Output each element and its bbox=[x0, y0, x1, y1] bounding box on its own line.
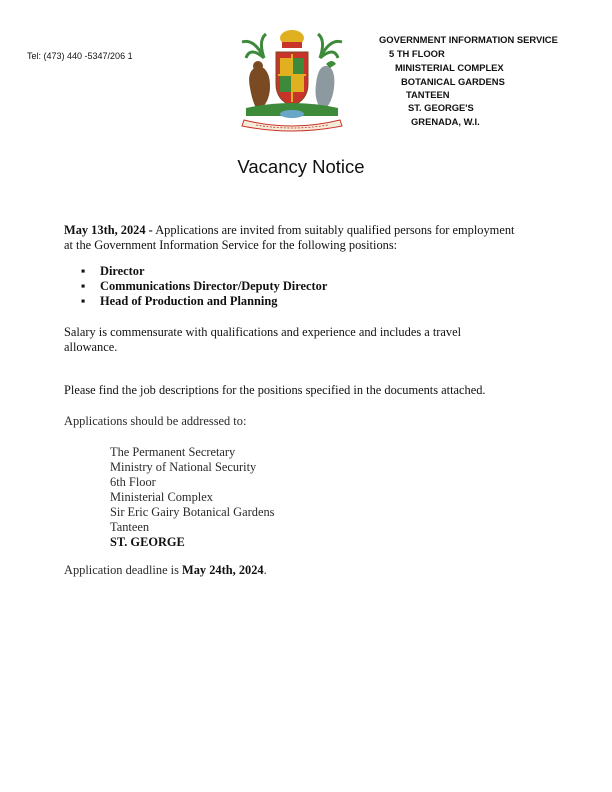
positions-list bbox=[64, 264, 327, 309]
salary-line2: allowance. bbox=[64, 340, 118, 354]
applications-to-text: Applications should be addressed to: bbox=[64, 414, 247, 428]
address-line-city: ST. GEORGE'S bbox=[408, 102, 474, 113]
address-block-line: Ministry of National Security bbox=[110, 460, 257, 474]
intro-paragraph bbox=[64, 223, 514, 238]
address-block-city: ST. GEORGE bbox=[110, 535, 185, 549]
list-item bbox=[64, 264, 327, 279]
deadline-text bbox=[64, 563, 267, 578]
deadline-suffix: . bbox=[263, 563, 267, 577]
salary-line1: Salary is commensurate with qualifications and experience and includes a travel bbox=[64, 325, 462, 339]
bullet: ▪ bbox=[81, 264, 86, 278]
address-block-line: 6th Floor bbox=[110, 475, 156, 489]
list-item bbox=[64, 279, 327, 294]
address-block-line: Ministerial Complex bbox=[110, 490, 213, 504]
address-block-line: The Permanent Secretary bbox=[110, 445, 236, 459]
deadline-date: May 24th, 2024 bbox=[182, 563, 264, 577]
intro-date: May 13th, 2024 - bbox=[64, 223, 153, 237]
telephone: Tel: (473) 440 -5347/206 1 bbox=[27, 51, 133, 61]
position-label: Communications Director/Deputy Director bbox=[100, 279, 328, 293]
address-line-complex: MINISTERIAL COMPLEX bbox=[395, 62, 504, 73]
address-block-line: Sir Eric Gairy Botanical Gardens bbox=[110, 505, 275, 519]
intro-text-line2: at the Government Information Service for the following positions: bbox=[64, 238, 398, 252]
page-title: Vacancy Notice bbox=[237, 156, 365, 177]
address-line-agency: GOVERNMENT INFORMATION SERVICE bbox=[379, 34, 558, 45]
bullet: ▪ bbox=[81, 279, 86, 293]
address-line-floor: 5 TH FLOOR bbox=[389, 48, 445, 59]
address-line-gardens: BOTANICAL GARDENS bbox=[401, 76, 505, 87]
address-line-country: GRENADA, W.I. bbox=[411, 116, 480, 127]
job-descriptions-text: Please find the job descriptions for the positions specified in the documents attached. bbox=[64, 383, 486, 397]
position-label: Head of Production and Planning bbox=[100, 294, 278, 308]
coat-of-arms-icon bbox=[236, 28, 348, 134]
address-block-line: Tanteen bbox=[110, 520, 150, 534]
position-label: Director bbox=[100, 264, 145, 278]
deadline-prefix: Application deadline is bbox=[64, 563, 183, 577]
list-item bbox=[64, 294, 327, 309]
bullet: ▪ bbox=[81, 294, 86, 308]
address-line-tanteen: TANTEEN bbox=[406, 89, 450, 100]
intro-text-line1: Applications are invited from suitably qualified persons for employment bbox=[152, 223, 515, 237]
